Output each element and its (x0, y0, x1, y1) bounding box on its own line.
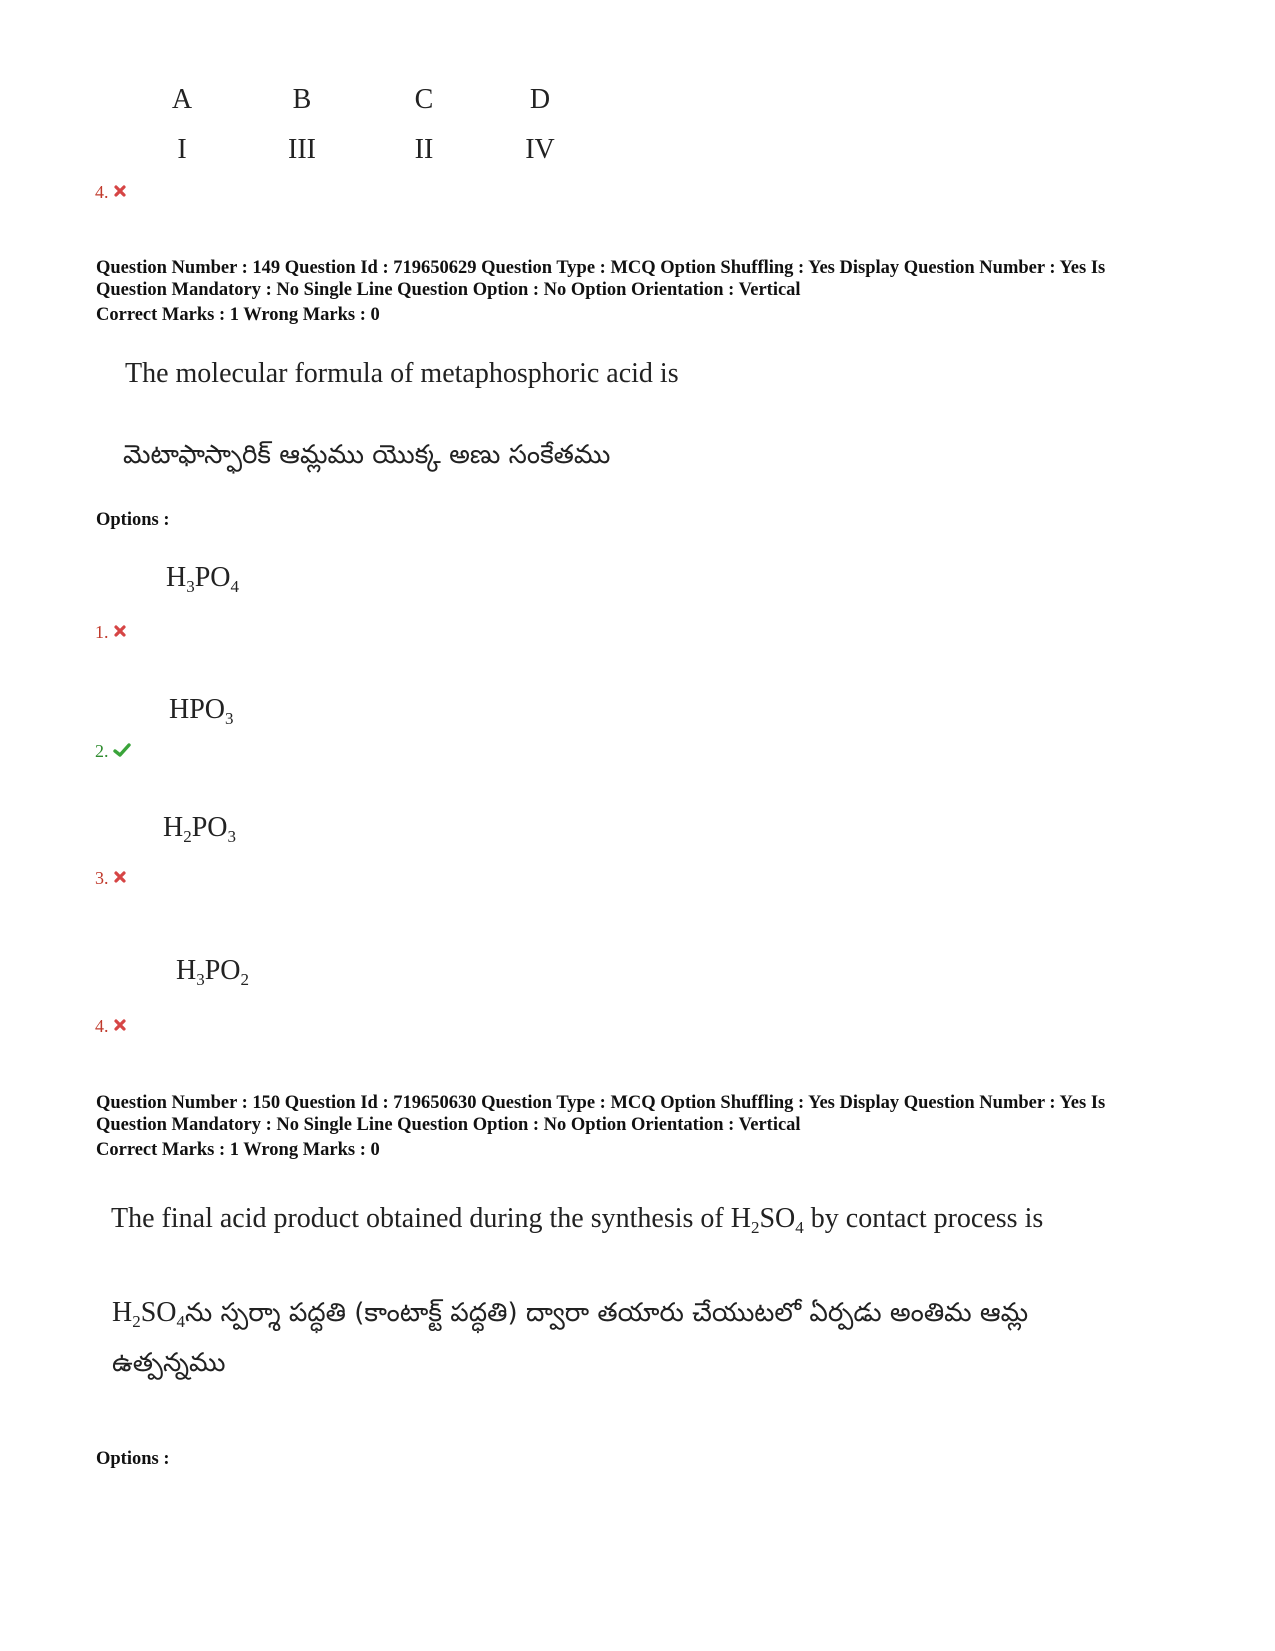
match-value-b: III (288, 134, 316, 165)
option-number: 3. (95, 868, 109, 888)
question-text-prefix: The final acid product obtained during the synthesis of (111, 1203, 724, 1234)
question-meta (96, 1092, 1186, 1136)
option-4-marker (95, 1016, 127, 1037)
option-number: 4. (95, 1016, 109, 1036)
prev-option-marker (95, 182, 127, 203)
question-meta-line2: Question Mandatory : No Single Line Question Option : No Option Orientation : Vertical (96, 280, 801, 300)
option-2-marker (95, 741, 131, 762)
question-meta (96, 257, 1186, 301)
cross-icon (113, 868, 127, 882)
option-3-marker (95, 868, 127, 889)
checkmark-icon (113, 741, 131, 755)
options-label: Options : (96, 510, 170, 530)
question-text-suffix: by contact process is (810, 1203, 1044, 1234)
sulfuric-acid-formula: $H_2SO_4$ (730, 1203, 804, 1237)
option-3-formula: $H_2PO_3$ (163, 812, 237, 846)
option-2-formula: $HPO_3$ (169, 694, 234, 728)
options-label: Options : (96, 1449, 170, 1469)
question-marks: Correct Marks : 1 Wrong Marks : 0 (96, 1140, 380, 1160)
question-meta-line2: Question Mandatory : No Single Line Question Option : No Option Orientation : Vertical (96, 1115, 801, 1135)
question-text-telugu (112, 1288, 1192, 1388)
question-text-telugu-line2: ఉత్పన్నము (112, 1348, 226, 1378)
question-text-english (111, 1203, 1043, 1235)
match-value-c: II (414, 134, 434, 165)
option-1-marker (95, 622, 127, 643)
question-meta-line1: Question Number : 149 Question Id : 719650629 Question Type : MCQ Option Shuffling : Yes Display Question Number : Yes Is (96, 258, 1106, 278)
option-number: 4. (95, 182, 109, 202)
cross-icon (113, 182, 127, 196)
match-header-c: C (414, 84, 434, 115)
option-1-formula: $H_3PO_4$ (166, 562, 240, 596)
match-header-d: D (529, 84, 551, 115)
match-value-a: I (177, 134, 187, 165)
match-header-b: B (292, 84, 312, 115)
cross-icon (113, 1016, 127, 1030)
question-text-english: The molecular formula of metaphosphoric acid is (125, 358, 679, 389)
match-header-a: A (171, 84, 193, 115)
question-text-telugu: మెటాఫాస్ఫారిక్ ఆమ్లము యొక్క అణు సంకేతము (123, 440, 611, 470)
option-number: 1. (95, 622, 109, 642)
question-text-telugu-line1: $H_2SO_4ను$ స్పర్శా పద్ధతి (కాంటాక్ట్ పద్ధతి) ద్వారా తయారు చేయుటలో ఏర్పడు అంతిమ ఆమ్ల (112, 1297, 1029, 1331)
cross-icon (113, 622, 127, 636)
sulfuric-acid-formula: $H_2SO_4$ (112, 1297, 186, 1331)
option-4-formula: $H_3PO_2$ (176, 955, 250, 989)
question-meta-line1: Question Number : 150 Question Id : 719650630 Question Type : MCQ Option Shuffling : Yes Display Question Number : Yes Is (96, 1093, 1106, 1113)
option-number: 2. (95, 741, 109, 761)
match-value-d: IV (525, 134, 555, 165)
question-marks: Correct Marks : 1 Wrong Marks : 0 (96, 305, 380, 325)
